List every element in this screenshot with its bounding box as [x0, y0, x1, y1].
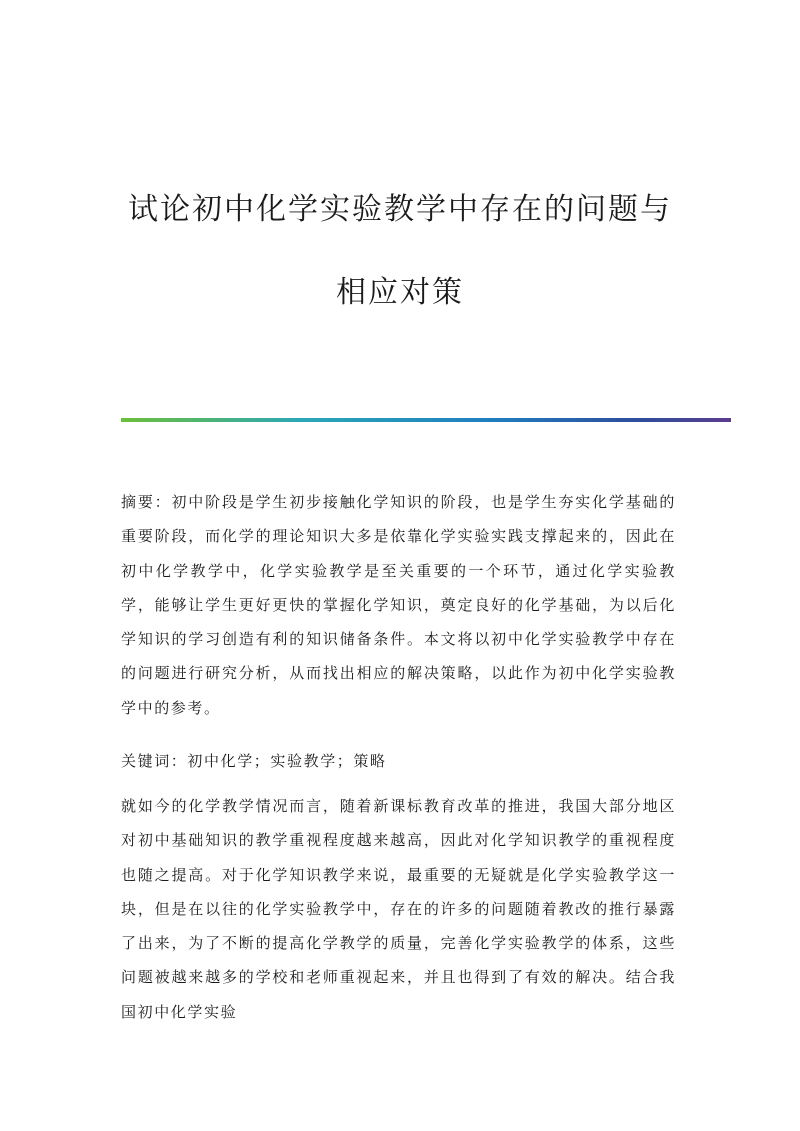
body-paragraph: 就如今的化学教学情况而言，随着新课标教育改革的推进，我国大部分地区对初中基础知识的教学重视程度越来越高，因此对化学知识教学的重视程度也随之提高。对于化学知识教学来说，最重要的无疑就是化学实验教学这一块，但是在以往的化学实验教学中，存在的许多的问题随着教改的推行暴露了出来，为了不断的提高化学教学的质量，完善化学实验教学的体系，这些问题被越来越多的学校和老师重视起来，并且也得到了有效的解决。结合我国初中化学实验	[121, 797, 676, 1021]
title-divider	[121, 418, 731, 422]
document-title-line-2: 相应对策	[336, 275, 464, 310]
document-title-line-1: 试论初中化学实验教学中存在的问题与	[128, 192, 672, 227]
abstract-paragraph: 摘要：初中阶段是学生初步接触化学知识的阶段，也是学生夯实化学基础的重要阶段，而化学的理论知识大多是依靠化学实验实践支撑起来的，因此在初中化学教学中，化学实验教学是至关重要的一个环节，通过化学实验教学，能够让学生更好更快的掌握化学知识，奠定良好的化学基础，为以后化学知识的学习创造有利的知识储备条件。本文将以初中化学实验教学中存在的问题进行研究分析，从而找出相应的解决策略，以此作为初中化学实验教学中的参考。	[121, 493, 676, 717]
keywords-line: 关键词：初中化学；实验教学；策略	[121, 752, 387, 770]
